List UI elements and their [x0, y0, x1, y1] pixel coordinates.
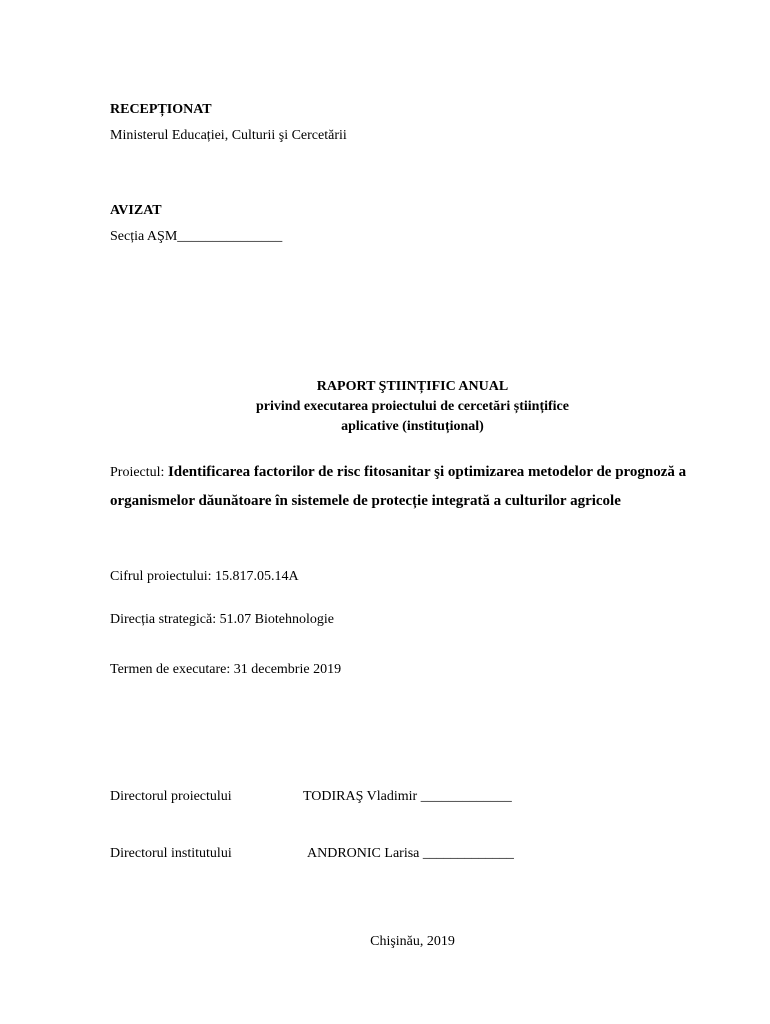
project-title: Identificarea factorilor de risc fitosanitar şi optimizarea metodelor de prognoză a organismelor dăunătoare în sistemele de protecție integrată a culturilor agricole [110, 464, 687, 509]
received-institution: Ministerul Educației, Culturii şi Cercetării [110, 128, 347, 143]
signature-name-project-director: TODIRAŞ Vladimir _____________ [303, 789, 512, 804]
project-code: Cifrul proiectului: 15.817.05.14A [110, 569, 299, 584]
signature-role-institute-director: Directorul institutului [110, 846, 232, 861]
approved-heading: AVIZAT [110, 203, 162, 218]
place-and-date: Chişinău, 2019 [370, 934, 455, 949]
project-block [110, 458, 720, 515]
received-heading: RECEPȚIONAT [110, 102, 212, 117]
signature-role-project-director: Directorul proiectului [110, 789, 232, 804]
execution-deadline: Termen de executare: 31 decembrie 2019 [110, 662, 342, 677]
strategic-direction: Direcția strategică: 51.07 Biotehnologie [110, 612, 334, 627]
report-title: RAPORT ŞTIINȚIFIC ANUAL [316, 379, 509, 394]
project-label: Proiectul: [110, 465, 168, 480]
report-subtitle-line2: aplicative (instituțional) [341, 419, 484, 434]
report-subtitle-line1: privind executarea proiectului de cercetări științifice [256, 399, 569, 414]
approved-section: Secția AŞM_______________ [110, 229, 283, 244]
signature-name-institute-director: ANDRONIC Larisa _____________ [307, 846, 514, 861]
